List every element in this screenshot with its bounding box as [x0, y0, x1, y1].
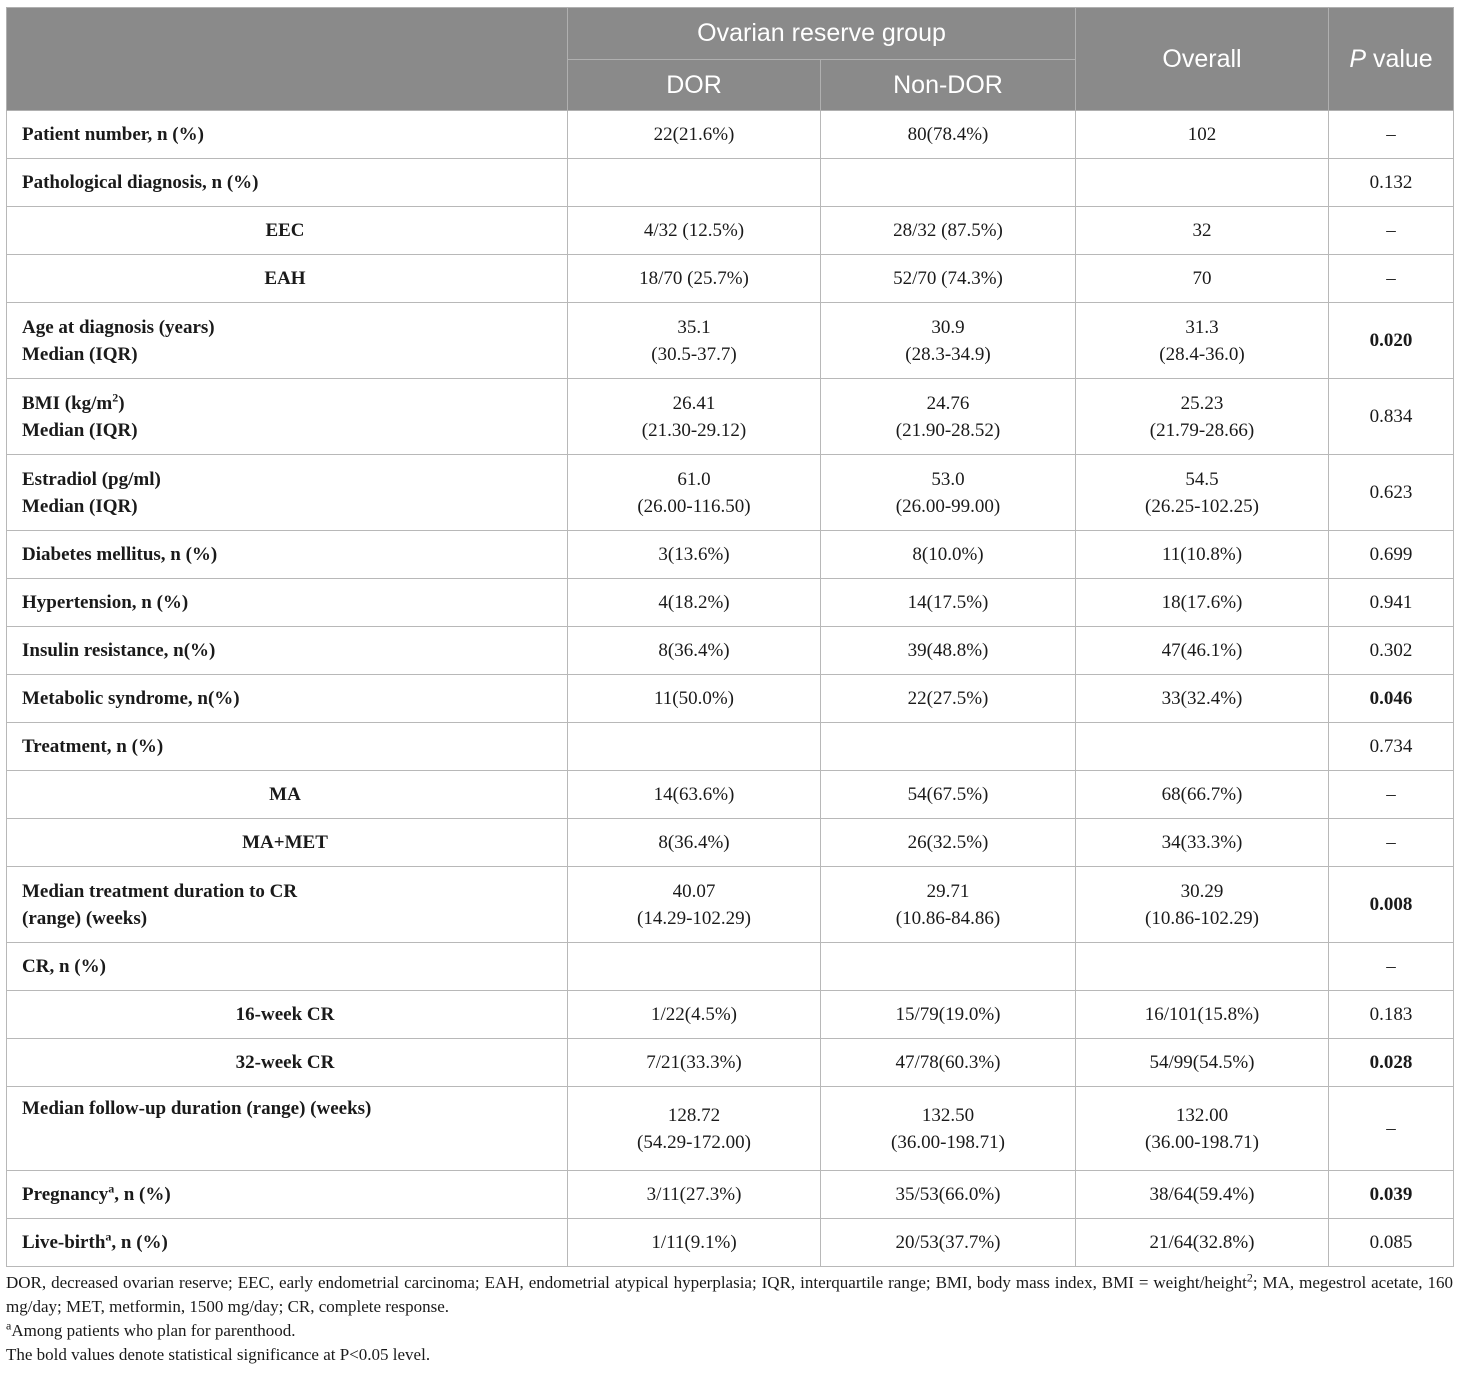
table-row	[7, 1039, 1454, 1087]
cell-overall: 32	[1076, 207, 1329, 255]
cell-dor: 1/11(9.1%)	[568, 1219, 821, 1267]
cell-dor	[568, 379, 821, 455]
cell-overall: 33(32.4%)	[1076, 675, 1329, 723]
table-row	[7, 819, 1454, 867]
row-label: Insulin resistance, n(%)	[7, 627, 568, 675]
table-row	[7, 943, 1454, 991]
cell-overall: 54/99(54.5%)	[1076, 1039, 1329, 1087]
cell-iqr: (28.4-36.0)	[1159, 343, 1245, 365]
row-label	[7, 1219, 568, 1267]
pregnancy-label-suffix: , n (%)	[114, 1184, 171, 1205]
cell-p-value: 0.039	[1329, 1171, 1454, 1219]
cell-median: 132.50	[921, 1104, 975, 1126]
cell-overall: 11(10.8%)	[1076, 531, 1329, 579]
cell-p-value: 0.046	[1329, 675, 1454, 723]
cell-range: (10.86-84.86)	[895, 907, 1001, 929]
row-label: EAH	[7, 255, 568, 303]
cell-p-value: –	[1329, 943, 1454, 991]
pregnancy-label: Pregnancy	[22, 1184, 109, 1205]
table-row	[7, 867, 1454, 943]
cell-iqr: (21.30-29.12)	[641, 419, 747, 441]
baseline-characteristics-table	[6, 7, 1454, 1267]
cell-dor: 3(13.6%)	[568, 531, 821, 579]
cell-p-value: –	[1329, 255, 1454, 303]
cell-p-value: 0.699	[1329, 531, 1454, 579]
table-row	[7, 771, 1454, 819]
row-label: Treatment, n (%)	[7, 723, 568, 771]
cell-p-value: 0.183	[1329, 991, 1454, 1039]
cell-median: 53.0	[931, 468, 965, 490]
cell-range: (36.00-198.71)	[891, 1131, 1005, 1153]
cell-non-dor: 20/53(37.7%)	[821, 1219, 1076, 1267]
row-label-line1: Median treatment duration to CR	[22, 880, 298, 902]
row-label: Median follow-up duration (range) (weeks)	[7, 1087, 568, 1171]
cell-dor	[568, 455, 821, 531]
table-row	[7, 111, 1454, 159]
table-row	[7, 159, 1454, 207]
cell-median: 30.9	[931, 316, 965, 338]
cell-p-value: 0.085	[1329, 1219, 1454, 1267]
cell-non-dor	[821, 455, 1076, 531]
cell-median: 31.3	[1185, 316, 1219, 338]
cell-p-value: 0.623	[1329, 455, 1454, 531]
cell-overall: 47(46.1%)	[1076, 627, 1329, 675]
live-birth-label-suffix: , n (%)	[111, 1232, 168, 1253]
cell-p-value: 0.834	[1329, 379, 1454, 455]
cell-overall	[1076, 943, 1329, 991]
cell-non-dor	[821, 723, 1076, 771]
cell-dor	[568, 867, 821, 943]
bmi-label-close: )	[118, 392, 125, 414]
cell-dor	[568, 303, 821, 379]
cell-overall: 70	[1076, 255, 1329, 303]
cell-p-value: 0.132	[1329, 159, 1454, 207]
cell-non-dor: 52/70 (74.3%)	[821, 255, 1076, 303]
cell-p-value: 0.734	[1329, 723, 1454, 771]
row-label-line2: Median (IQR)	[22, 419, 138, 441]
cell-p-value: 0.008	[1329, 867, 1454, 943]
abbreviations-note	[6, 1271, 1453, 1319]
cell-non-dor: 15/79(19.0%)	[821, 991, 1076, 1039]
cell-median: 25.23	[1180, 392, 1224, 414]
cell-median: 35.1	[677, 316, 711, 338]
footnote-a-text: Among patients who plan for parenthood.	[11, 1321, 296, 1340]
cell-p-value: 0.302	[1329, 627, 1454, 675]
cell-overall: 38/64(59.4%)	[1076, 1171, 1329, 1219]
row-label: CR, n (%)	[7, 943, 568, 991]
bold-values-note: The bold values denote statistical significance at P<0.05 level.	[6, 1345, 431, 1364]
cell-non-dor: 35/53(66.0%)	[821, 1171, 1076, 1219]
row-label-line1: Age at diagnosis (years)	[22, 316, 215, 338]
cell-dor: 4/32 (12.5%)	[568, 207, 821, 255]
table-row	[7, 379, 1454, 455]
table-container	[6, 7, 1453, 1267]
cell-p-value: 0.028	[1329, 1039, 1454, 1087]
cell-iqr: (26.00-116.50)	[637, 495, 751, 517]
row-label-line2: Median (IQR)	[22, 343, 138, 365]
cell-p-value: 0.941	[1329, 579, 1454, 627]
cell-dor: 3/11(27.3%)	[568, 1171, 821, 1219]
abbreviations-superscript: 2	[1246, 1270, 1253, 1285]
cell-iqr: (21.79-28.66)	[1149, 419, 1255, 441]
cell-overall: 68(66.7%)	[1076, 771, 1329, 819]
cell-p-value: –	[1329, 771, 1454, 819]
cell-non-dor	[821, 379, 1076, 455]
cell-non-dor: 8(10.0%)	[821, 531, 1076, 579]
table-row	[7, 207, 1454, 255]
cell-non-dor: 39(48.8%)	[821, 627, 1076, 675]
abbreviations-text-end: ; MA, megestrol acetate, 160 mg/day; MET, metformin, 1500 mg/day; CR, complete response.	[6, 1273, 1453, 1316]
cell-p-value: –	[1329, 819, 1454, 867]
cell-overall	[1076, 379, 1329, 455]
header-p-suffix: value	[1366, 44, 1433, 73]
cell-median: 61.0	[677, 468, 711, 490]
cell-iqr: (28.3-34.9)	[905, 343, 991, 365]
table-row	[7, 1219, 1454, 1267]
bmi-label-superscript: 2	[112, 390, 119, 405]
cell-dor	[568, 1087, 821, 1171]
cell-iqr: (21.90-28.52)	[895, 419, 1001, 441]
cell-non-dor: 47/78(60.3%)	[821, 1039, 1076, 1087]
footnote-a	[6, 1319, 1453, 1343]
cell-overall	[1076, 867, 1329, 943]
bmi-label-text: BMI (kg/m	[22, 392, 113, 414]
row-label	[7, 303, 568, 379]
table-row	[7, 627, 1454, 675]
row-label: Patient number, n (%)	[7, 111, 568, 159]
row-label: EEC	[7, 207, 568, 255]
header-blank	[7, 8, 568, 111]
cell-dor	[568, 723, 821, 771]
cell-non-dor	[821, 1087, 1076, 1171]
table-row	[7, 455, 1454, 531]
cell-non-dor: 28/32 (87.5%)	[821, 207, 1076, 255]
table-row	[7, 1171, 1454, 1219]
row-label	[7, 455, 568, 531]
cell-overall	[1076, 455, 1329, 531]
cell-dor: 11(50.0%)	[568, 675, 821, 723]
cell-non-dor: 54(67.5%)	[821, 771, 1076, 819]
cell-overall	[1076, 723, 1329, 771]
row-label: Pathological diagnosis, n (%)	[7, 159, 568, 207]
cell-p-value: 0.020	[1329, 303, 1454, 379]
footnote-a-marker: a	[6, 1318, 12, 1333]
cell-dor	[568, 943, 821, 991]
cell-dor	[568, 159, 821, 207]
cell-dor: 1/22(4.5%)	[568, 991, 821, 1039]
header-p-value	[1329, 8, 1454, 111]
row-label-line1: Estradiol (pg/ml)	[22, 468, 161, 490]
header-ovarian-reserve-group: Ovarian reserve group	[568, 8, 1076, 60]
cell-non-dor: 26(32.5%)	[821, 819, 1076, 867]
cell-range: (54.29-172.00)	[637, 1131, 751, 1153]
cell-median: 132.00	[1175, 1104, 1229, 1126]
cell-median: 128.72	[667, 1104, 721, 1126]
cell-median: 30.29	[1180, 880, 1224, 902]
cell-median: 40.07	[672, 880, 716, 902]
cell-non-dor	[821, 943, 1076, 991]
footnote-marker: a	[108, 1181, 115, 1196]
header-non-dor: Non-DOR	[821, 60, 1076, 111]
cell-range: (10.86-102.29)	[1145, 907, 1259, 929]
cell-range: (14.29-102.29)	[637, 907, 751, 929]
row-label: MA+MET	[7, 819, 568, 867]
cell-iqr: (26.25-102.25)	[1145, 495, 1259, 517]
table-row	[7, 723, 1454, 771]
cell-overall	[1076, 303, 1329, 379]
row-label: Metabolic syndrome, n(%)	[7, 675, 568, 723]
row-label: 32-week CR	[7, 1039, 568, 1087]
cell-non-dor: 80(78.4%)	[821, 111, 1076, 159]
table-row	[7, 991, 1454, 1039]
cell-dor: 22(21.6%)	[568, 111, 821, 159]
header-dor: DOR	[568, 60, 821, 111]
row-label: MA	[7, 771, 568, 819]
table-row	[7, 579, 1454, 627]
table-footnotes	[6, 1271, 1453, 1367]
row-label-line2: (range) (weeks)	[22, 907, 148, 929]
cell-dor: 8(36.4%)	[568, 819, 821, 867]
header-p-letter: P	[1349, 44, 1366, 73]
cell-median: 54.5	[1185, 468, 1219, 490]
cell-non-dor: 14(17.5%)	[821, 579, 1076, 627]
row-label	[7, 867, 568, 943]
row-label: 16-week CR	[7, 991, 568, 1039]
table-row	[7, 675, 1454, 723]
cell-iqr: (30.5-37.7)	[651, 343, 737, 365]
cell-median: 26.41	[672, 392, 716, 414]
row-label: Hypertension, n (%)	[7, 579, 568, 627]
cell-overall: 16/101(15.8%)	[1076, 991, 1329, 1039]
cell-median: 24.76	[926, 392, 970, 414]
cell-overall: 18(17.6%)	[1076, 579, 1329, 627]
cell-non-dor: 22(27.5%)	[821, 675, 1076, 723]
header-overall: Overall	[1076, 8, 1329, 111]
cell-iqr: (26.00-99.00)	[895, 495, 1001, 517]
cell-p-value: –	[1329, 207, 1454, 255]
footnote-marker: a	[105, 1229, 112, 1244]
cell-overall: 21/64(32.8%)	[1076, 1219, 1329, 1267]
cell-dor: 14(63.6%)	[568, 771, 821, 819]
row-label: Diabetes mellitus, n (%)	[7, 531, 568, 579]
cell-dor: 7/21(33.3%)	[568, 1039, 821, 1087]
table-row	[7, 531, 1454, 579]
cell-p-value: –	[1329, 111, 1454, 159]
table-row	[7, 1087, 1454, 1171]
live-birth-label: Live-birth	[22, 1232, 106, 1253]
row-label-line2: Median (IQR)	[22, 495, 138, 517]
row-label	[7, 379, 568, 455]
table-row	[7, 255, 1454, 303]
table-row	[7, 303, 1454, 379]
abbreviations-text: DOR, decreased ovarian reserve; EEC, early endometrial carcinoma; EAH, endometrial atypical hyperplasia; IQR, interquartile range; BMI, body mass index, BMI = weight/height	[6, 1273, 1247, 1292]
row-label	[7, 1171, 568, 1219]
cell-non-dor	[821, 867, 1076, 943]
cell-range: (36.00-198.71)	[1145, 1131, 1259, 1153]
cell-median: 29.71	[926, 880, 970, 902]
cell-p-value: –	[1329, 1087, 1454, 1171]
cell-overall: 34(33.3%)	[1076, 819, 1329, 867]
cell-dor: 4(18.2%)	[568, 579, 821, 627]
cell-overall: 102	[1076, 111, 1329, 159]
cell-non-dor	[821, 159, 1076, 207]
cell-overall	[1076, 1087, 1329, 1171]
cell-non-dor	[821, 303, 1076, 379]
cell-dor: 8(36.4%)	[568, 627, 821, 675]
row-label-line1	[22, 390, 125, 414]
cell-overall	[1076, 159, 1329, 207]
cell-dor: 18/70 (25.7%)	[568, 255, 821, 303]
